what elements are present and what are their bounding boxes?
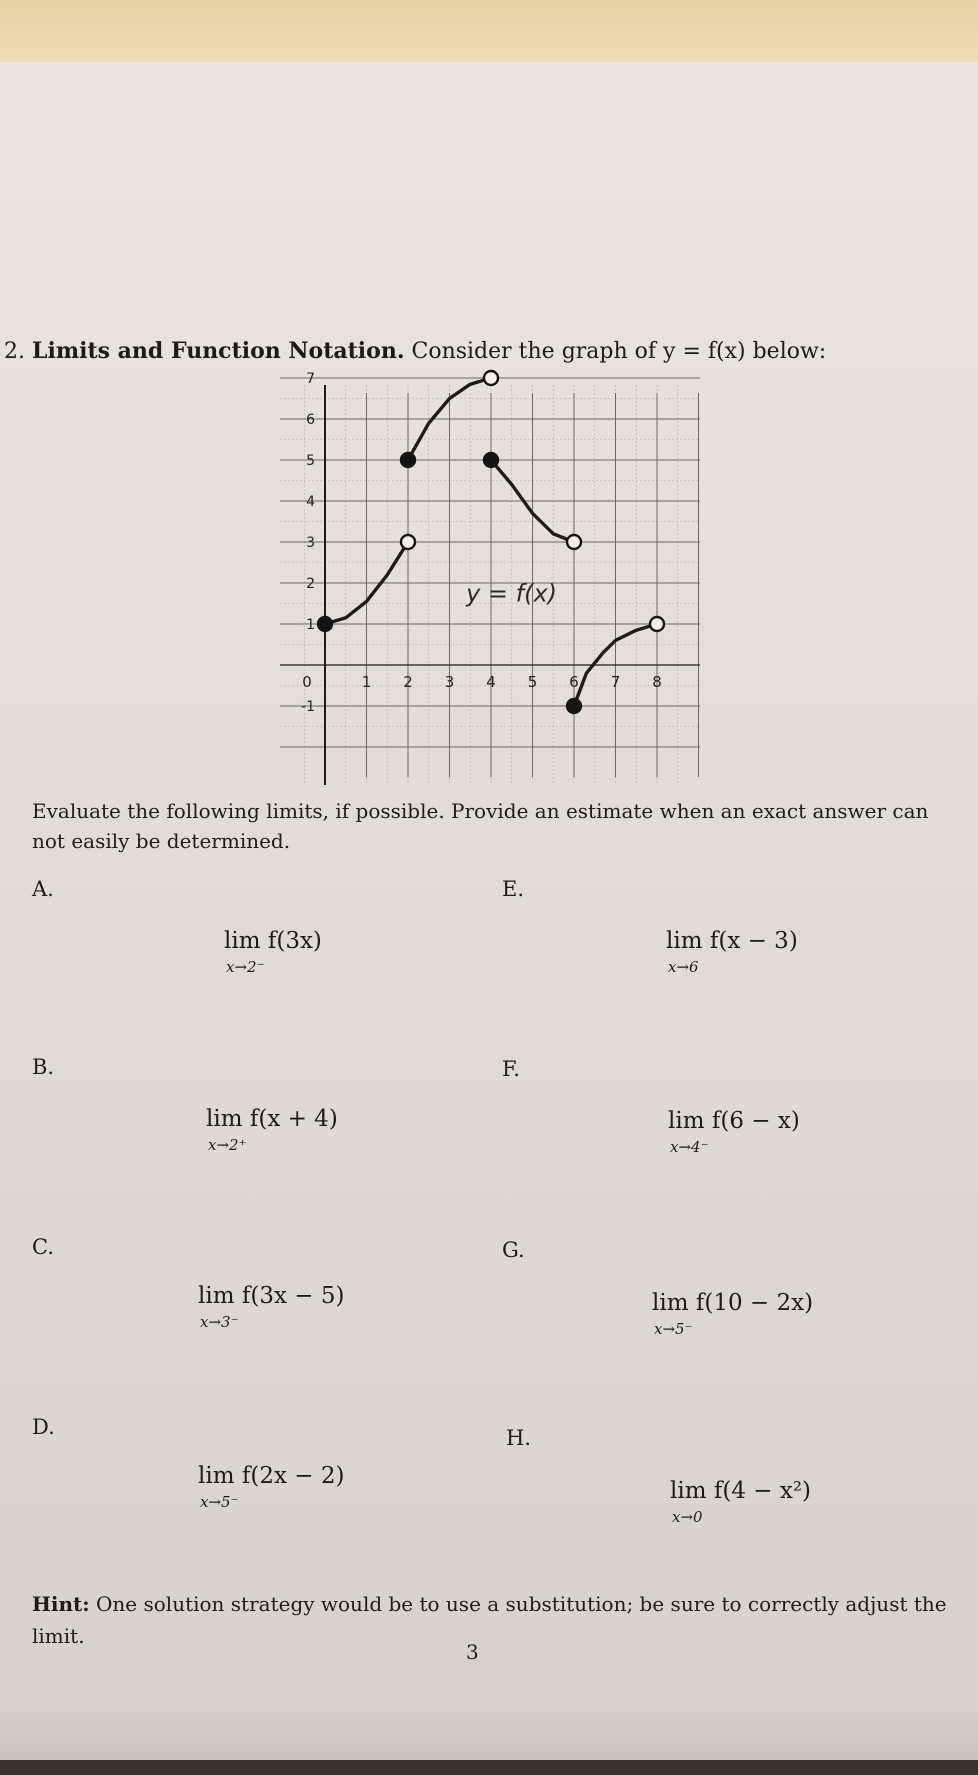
limit-expression: lim f(x + 4) — [206, 1106, 338, 1132]
problem-c-letter: C. — [32, 1235, 54, 1259]
problem-c-expression — [198, 1283, 345, 1331]
limit-expression: lim f(3x) — [224, 928, 322, 954]
question-intro: Consider the graph of y = f(x) below: — [411, 339, 827, 364]
limit-expression: lim f(2x − 2) — [198, 1463, 345, 1489]
paper-sheet — [0, 62, 978, 1752]
y-tick-label: 3 — [306, 535, 315, 551]
open-dot — [484, 371, 498, 385]
problem-b-letter: B. — [32, 1055, 55, 1079]
closed-dot — [567, 699, 581, 713]
question-title: Limits and Function Notation. — [32, 338, 405, 364]
x-tick-label: 2 — [403, 673, 413, 691]
y-tick-label: -1 — [301, 699, 315, 715]
y-tick-label: 2 — [306, 576, 315, 592]
problem-g-expression — [652, 1290, 814, 1338]
x-tick-label: 1 — [361, 673, 372, 691]
closed-dot — [318, 617, 332, 631]
x-tick-label: 0 — [302, 673, 312, 691]
open-dot — [401, 535, 415, 549]
x-tick-label: 4 — [486, 673, 496, 691]
hint-text: One solution strategy would be to use a substitution; be sure to correctly adjust the limit. — [32, 1592, 947, 1648]
problem-f-expression — [668, 1108, 800, 1156]
problem-g-letter: G. — [502, 1238, 525, 1262]
hint — [32, 1588, 962, 1652]
question-number: 2. — [4, 339, 25, 364]
limit-expression: lim f(6 − x) — [668, 1108, 800, 1134]
limit-expression: lim f(10 − 2x) — [652, 1290, 814, 1316]
x-tick-label: 5 — [527, 673, 538, 691]
problem-e-expression — [666, 928, 798, 976]
y-tick-label: 6 — [306, 412, 315, 428]
limit-subscript: x→5⁻ — [200, 1493, 239, 1511]
page-number: 3 — [466, 1640, 479, 1664]
open-dot — [567, 535, 581, 549]
closed-dot — [484, 453, 498, 467]
graph-label: y = f(x) — [466, 579, 558, 608]
limit-subscript: x→3⁻ — [200, 1313, 239, 1331]
problem-a-expression — [224, 928, 322, 976]
open-dot — [650, 617, 664, 631]
limit-subscript: x→2⁺ — [208, 1136, 247, 1154]
y-tick-label: 4 — [306, 494, 315, 510]
problem-d-expression — [198, 1463, 345, 1511]
x-tick-label: 7 — [610, 673, 621, 691]
limit-subscript: x→0 — [672, 1508, 703, 1526]
problem-h-letter: H. — [506, 1426, 531, 1450]
instructions: Evaluate the following limits, if possible. Provide an estimate when an exact answer can not easily be determined. — [32, 799, 929, 853]
problem-a-letter: A. — [32, 877, 54, 901]
x-tick-label: 3 — [444, 673, 455, 691]
limit-subscript: x→2⁻ — [226, 958, 265, 976]
paper-edge — [0, 1712, 978, 1760]
closed-dot — [401, 453, 415, 467]
limit-expression: lim f(x − 3) — [666, 928, 798, 954]
problem-h-expression — [670, 1478, 812, 1526]
x-tick-label: 6 — [569, 673, 579, 691]
question-heading — [4, 338, 826, 364]
y-tick-label: 1 — [306, 617, 315, 633]
y-tick-label: 5 — [306, 453, 315, 469]
limit-expression: lim f(4 − x²) — [670, 1478, 812, 1504]
problem-b-expression — [206, 1106, 338, 1154]
function-graph — [280, 371, 700, 785]
limit-subscript: x→6 — [668, 958, 699, 976]
y-tick-label: 7 — [306, 371, 315, 387]
problem-d-letter: D. — [32, 1415, 55, 1439]
hint-label: Hint: — [32, 1592, 90, 1616]
problem-f-letter: F. — [502, 1057, 520, 1081]
limit-expression: lim f(3x − 5) — [198, 1283, 345, 1309]
x-tick-label: 8 — [652, 673, 662, 691]
limit-subscript: x→5⁻ — [654, 1320, 693, 1338]
limit-subscript: x→4⁻ — [670, 1138, 709, 1156]
problem-e-letter: E. — [502, 877, 525, 901]
